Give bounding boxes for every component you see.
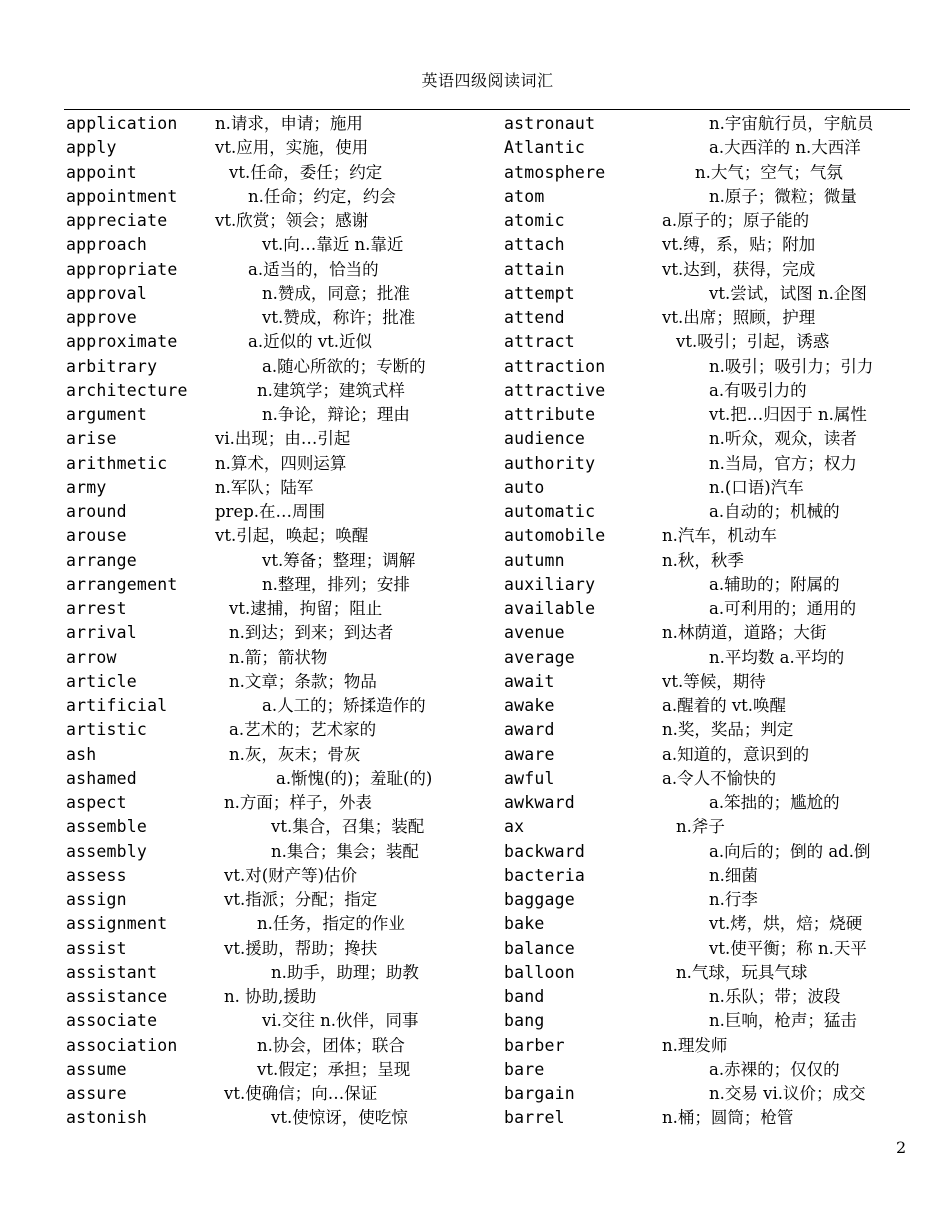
vocab-definition: vt.达到，获得，完成 (662, 259, 816, 279)
vocab-definition: vt.吸引；引起，诱惑 (676, 332, 830, 352)
vocab-word: aspect (66, 793, 127, 812)
vocab-entry (66, 1058, 506, 1082)
vocab-definition: vt.使确信；向…保证 (224, 1084, 378, 1103)
vocab-entry (504, 136, 904, 160)
vocab-entry (504, 161, 904, 185)
vocab-entry (504, 427, 904, 451)
vocab-definition: n. 协助,援助 (224, 987, 317, 1006)
vocab-entry (66, 815, 506, 839)
vocab-entry (504, 282, 904, 306)
vocab-word: baggage (504, 890, 575, 909)
vocab-word: authority (504, 453, 596, 473)
vocab-word: ash (66, 744, 97, 764)
vocab-entry (66, 743, 506, 767)
vocab-definition: a.笨拙的；尴尬的 (709, 793, 840, 812)
vocab-entry (66, 912, 506, 936)
vocab-entry (66, 282, 506, 306)
vocab-word: attraction (504, 356, 606, 376)
vocab-entry (66, 791, 506, 815)
vocab-word: approve (66, 308, 137, 327)
vocab-entry (504, 1058, 904, 1082)
vocab-definition: vt.援助，帮助；搀扶 (224, 938, 378, 958)
vocab-definition: a.赤裸的；仅仅的 (709, 1059, 840, 1079)
vocab-word: auto (504, 477, 545, 497)
vocab-word: bacteria (504, 865, 586, 885)
vocab-word: arise (66, 429, 117, 449)
vocab-entry (66, 646, 506, 670)
vocab-entry (504, 912, 904, 936)
vocab-definition: n.桶；圆筒；枪管 (662, 1108, 794, 1128)
vocab-entry (66, 185, 506, 209)
vocab-entry (504, 718, 904, 742)
vocab-entry (66, 937, 506, 961)
vocab-definition: n.宇宙航行员，宇航员 (709, 114, 874, 133)
vocab-word: attach (504, 235, 565, 255)
vocab-definition: vt.出席；照顾，护理 (662, 308, 816, 327)
vocab-entry (504, 597, 904, 621)
vocab-definition: vt.尝试，试图 n.企图 (709, 283, 867, 303)
vocab-entry (66, 864, 506, 888)
vocab-definition: a.人工的；矫揉造作的 (262, 696, 426, 715)
vocab-definition: a.醒着的 vt.唤醒 (662, 696, 787, 715)
vocab-word: arouse (66, 526, 127, 546)
vocab-definition: n.军队；陆军 (215, 477, 314, 497)
vocab-word: atom (504, 186, 545, 206)
vocab-word: arrest (66, 599, 127, 618)
vocab-entry (66, 840, 506, 864)
vocab-definition: vt.对(财产等)估价 (224, 865, 358, 885)
vocab-word: bake (504, 914, 545, 934)
vocab-entry (66, 306, 506, 330)
vocab-word: band (504, 987, 545, 1006)
vocab-word: ashamed (66, 768, 137, 788)
vocab-entry (504, 258, 904, 282)
vocab-word: awake (504, 696, 555, 715)
vocab-word: avenue (504, 623, 565, 643)
vocab-word: awkward (504, 793, 575, 812)
vocab-word: arrival (66, 623, 137, 643)
vocab-entry (504, 330, 904, 354)
vocab-definition: n.气球，玩具气球 (676, 962, 808, 982)
right-column (504, 112, 904, 1131)
vocab-entry (504, 961, 904, 985)
vocab-word: audience (504, 429, 586, 449)
vocab-definition: n.理发师 (662, 1035, 728, 1055)
vocab-word: arbitrary (66, 356, 158, 376)
vocab-entry (504, 524, 904, 548)
vocab-definition: n.整理，排列；安排 (262, 574, 410, 594)
vocab-definition: vt.缚，系，贴；附加 (662, 235, 816, 255)
page-title: 英语四级阅读词汇 (421, 71, 554, 90)
vocab-entry (504, 767, 904, 791)
vocab-word: approach (66, 235, 148, 255)
vocab-word: assess (66, 865, 127, 885)
vocab-entry (66, 355, 506, 379)
vocab-entry (504, 355, 904, 379)
vocab-entry (504, 937, 904, 961)
vocab-definition: vi.出现；由…引起 (215, 429, 351, 449)
vocab-word: association (66, 1035, 178, 1055)
vocab-word: available (504, 599, 596, 618)
vocab-definition: n.(口语)汽车 (709, 477, 804, 497)
vocab-definition: n.任务，指定的作业 (257, 914, 405, 934)
vocab-word: associate (66, 1011, 158, 1031)
vocab-entry (504, 185, 904, 209)
vocab-definition: vt.赞成，称许；批准 (262, 308, 416, 327)
vocab-entry (504, 743, 904, 767)
vocab-word: assist (66, 938, 127, 958)
left-column (66, 112, 506, 1131)
vocab-entry (504, 670, 904, 694)
vocab-definition: n.行李 (709, 890, 758, 909)
vocab-entry (66, 524, 506, 548)
vocab-entry (504, 573, 904, 597)
vocab-word: assistance (66, 987, 168, 1006)
vocab-word: await (504, 671, 555, 691)
vocab-definition: n.争论，辩论；理由 (262, 405, 410, 424)
vocab-entry (504, 306, 904, 330)
vocab-definition: a.随心所欲的；专断的 (262, 356, 426, 376)
vocab-word: attain (504, 259, 565, 279)
vocab-entry (66, 1106, 506, 1130)
vocab-word: arrange (66, 550, 137, 570)
vocab-definition: vt.引起，唤起；唤醒 (215, 526, 369, 546)
vocab-definition: n.平均数 a.平均的 (709, 647, 845, 667)
vocab-word: artificial (66, 696, 168, 715)
vocab-entry (504, 233, 904, 257)
vocab-entry (66, 670, 506, 694)
vocab-word: atmosphere (504, 162, 606, 182)
vocab-definition: a.原子的；原子能的 (662, 211, 810, 230)
vocab-entry (66, 258, 506, 282)
vocab-definition: prep.在…周围 (215, 502, 326, 521)
vocab-definition: n.任命；约定，约会 (248, 186, 396, 206)
vocab-entry (66, 621, 506, 645)
vocab-definition: a.艺术的；艺术家的 (229, 720, 377, 740)
vocab-word: automatic (504, 502, 596, 521)
vocab-entry (504, 1034, 904, 1058)
vocab-definition: n.协会，团体；联合 (257, 1035, 405, 1055)
vocab-word: aware (504, 744, 555, 764)
vocab-word: arrow (66, 647, 117, 667)
vocab-definition: n.汽车，机动车 (662, 526, 777, 546)
vocab-word: assure (66, 1084, 127, 1103)
vocab-definition: a.有吸引力的 (709, 380, 807, 400)
vocab-definition: vt.任命，委任；约定 (229, 162, 383, 182)
vocab-entry (66, 379, 506, 403)
vocab-word: bare (504, 1059, 545, 1079)
vocab-entry (66, 985, 506, 1009)
vocab-definition: a.大西洋的 n.大西洋 (709, 138, 861, 158)
vocab-definition: a.惭愧(的)；羞耻(的) (276, 768, 433, 788)
vocab-entry (504, 840, 904, 864)
vocab-word: application (66, 114, 178, 133)
vocab-entry (504, 985, 904, 1009)
vocab-definition: a.令人不愉快的 (662, 768, 777, 788)
vocab-entry (66, 1009, 506, 1033)
vocab-entry (66, 233, 506, 257)
vocab-entry (66, 427, 506, 451)
vocab-definition: n.巨响，枪声；猛击 (709, 1011, 857, 1031)
vocab-entry (504, 1106, 904, 1130)
vocab-word: attract (504, 332, 575, 352)
vocab-word: autumn (504, 550, 565, 570)
vocab-definition: vt.使平衡；称 n.天平 (709, 938, 867, 958)
vocab-definition: vt.向…靠近 n.靠近 (262, 235, 404, 255)
vocab-word: assistant (66, 962, 158, 982)
vocab-word: barrel (504, 1108, 565, 1128)
vocab-definition: n.请求，申请；施用 (215, 114, 363, 133)
vocab-entry (504, 112, 904, 136)
vocab-entry (66, 161, 506, 185)
vocab-definition: n.赞成，同意；批准 (262, 283, 410, 303)
vocab-entry (66, 1082, 506, 1106)
vocab-word: arrangement (66, 574, 178, 594)
vocab-definition: n.方面；样子，外表 (224, 793, 372, 812)
vocab-definition: vt.把…归因于 n.属性 (709, 405, 867, 424)
vocab-entry (504, 452, 904, 476)
vocab-definition: a.知道的，意识到的 (662, 744, 810, 764)
vocab-definition: vt.集合，召集；装配 (271, 817, 425, 837)
vocab-word: barber (504, 1035, 565, 1055)
vocab-word: atomic (504, 211, 565, 230)
vocab-word: awful (504, 768, 555, 788)
vocab-word: army (66, 477, 107, 497)
vocab-definition: vt.烤，烘，焙；烧硬 (709, 914, 863, 934)
vocab-word: bargain (504, 1084, 575, 1103)
vocab-entry (504, 694, 904, 718)
vocab-word: award (504, 720, 555, 740)
vocab-definition: n.原子；微粒；微量 (709, 186, 857, 206)
vocab-entry (66, 452, 506, 476)
vocab-definition: n.文章；条款；物品 (229, 671, 377, 691)
vocab-definition: vt.应用，实施，使用 (215, 138, 369, 158)
vocab-definition: vt.逮捕，拘留；阻止 (229, 599, 383, 618)
vocab-word: balance (504, 938, 575, 958)
vocab-word: automobile (504, 526, 606, 546)
vocab-definition: a.近似的 vt.近似 (248, 332, 373, 352)
vocab-entry (504, 791, 904, 815)
vocab-word: artistic (66, 720, 148, 740)
vocab-definition: vi.交往 n.伙伴，同事 (262, 1011, 419, 1031)
vocab-word: ax (504, 817, 525, 837)
vocab-word: appoint (66, 162, 137, 182)
vocab-entry (66, 888, 506, 912)
vocab-entry (66, 1034, 506, 1058)
vocab-entry (66, 597, 506, 621)
vocab-word: balloon (504, 962, 575, 982)
vocab-definition: n.秋，秋季 (662, 550, 744, 570)
vocab-entry (504, 209, 904, 233)
vocab-entry (66, 500, 506, 524)
vocab-word: argument (66, 405, 148, 424)
vocab-word: assembly (66, 841, 148, 861)
vocab-entry (66, 112, 506, 136)
vocab-entry (504, 815, 904, 839)
vocab-definition: vt.假定；承担；呈现 (257, 1059, 411, 1079)
vocab-definition: n.斧子 (676, 817, 725, 837)
vocab-word: attribute (504, 405, 596, 424)
vocab-definition: n.箭；箭状物 (229, 647, 328, 667)
vocab-entry (66, 694, 506, 718)
vocab-word: assign (66, 890, 127, 909)
page-number: 2 (896, 1138, 907, 1157)
vocab-word: assignment (66, 914, 168, 934)
vocab-definition: n.集合；集会；装配 (271, 841, 419, 861)
vocab-word: auxiliary (504, 574, 596, 594)
vocab-word: Atlantic (504, 138, 586, 158)
vocab-word: article (66, 671, 137, 691)
vocab-word: appropriate (66, 259, 178, 279)
vocab-entry (504, 888, 904, 912)
vocab-entry (504, 379, 904, 403)
vocab-word: astronaut (504, 114, 596, 133)
vocab-definition: n.吸引；吸引力；引力 (709, 356, 874, 376)
vocab-entry (66, 136, 506, 160)
vocab-entry (66, 573, 506, 597)
vocab-entry (504, 621, 904, 645)
vocab-definition: n.奖，奖品；判定 (662, 720, 794, 740)
vocab-entry (504, 1082, 904, 1106)
vocab-definition: n.细菌 (709, 865, 758, 885)
vocab-word: attractive (504, 380, 606, 400)
vocab-definition: vt.指派；分配；指定 (224, 890, 378, 909)
vocab-definition: a.向后的；倒的 ad.倒 (709, 841, 871, 861)
vocab-definition: n.大气；空气；气氛 (695, 162, 843, 182)
vocab-definition: vt.筹备；整理；调解 (262, 550, 416, 570)
vocab-entry (66, 476, 506, 500)
vocab-word: assemble (66, 817, 148, 837)
header-rule (64, 109, 910, 110)
vocab-definition: n.算术，四则运算 (215, 453, 347, 473)
vocab-word: approximate (66, 332, 178, 352)
vocab-definition: a.自动的；机械的 (709, 502, 840, 521)
vocab-entry (504, 864, 904, 888)
vocab-entry (66, 549, 506, 573)
vocab-definition: n.助手，助理；助教 (271, 962, 419, 982)
vocab-word: arithmetic (66, 453, 168, 473)
vocab-word: bang (504, 1011, 545, 1031)
vocab-entry (504, 476, 904, 500)
vocab-entry (66, 767, 506, 791)
vocab-entry (504, 403, 904, 427)
vocab-definition: n.灰，灰末；骨灰 (229, 744, 361, 764)
vocab-entry (66, 961, 506, 985)
vocab-definition: a.辅助的；附属的 (709, 574, 840, 594)
vocab-word: average (504, 647, 575, 667)
vocab-entry (66, 403, 506, 427)
vocab-definition: a.适当的，恰当的 (248, 259, 379, 279)
vocab-definition: vt.欣赏；领会；感谢 (215, 211, 369, 230)
vocab-word: appointment (66, 186, 178, 206)
vocab-word: assume (66, 1059, 127, 1079)
vocab-definition: vt.使惊讶，使吃惊 (271, 1108, 408, 1128)
vocab-entry (504, 500, 904, 524)
vocab-definition: a.可利用的；通用的 (709, 599, 857, 618)
vocab-definition: n.建筑学；建筑式样 (257, 380, 405, 400)
vocab-entry (66, 209, 506, 233)
vocab-definition: n.到达；到来；到达者 (229, 623, 394, 643)
vocab-entry (504, 1009, 904, 1033)
vocab-definition: n.当局，官方；权力 (709, 453, 857, 473)
vocab-definition: vt.等候，期待 (662, 671, 766, 691)
vocab-word: astonish (66, 1108, 148, 1128)
vocab-word: attempt (504, 283, 575, 303)
vocab-entry (66, 330, 506, 354)
vocab-word: architecture (66, 380, 188, 400)
vocab-definition: n.交易 vi.议价；成交 (709, 1084, 866, 1103)
vocab-entry (504, 549, 904, 573)
vocab-definition: n.乐队；带；波段 (709, 987, 841, 1006)
vocab-word: apply (66, 138, 117, 158)
vocab-word: approval (66, 283, 148, 303)
vocab-entry (66, 718, 506, 742)
vocab-word: attend (504, 308, 565, 327)
vocab-word: backward (504, 841, 586, 861)
vocab-entry (504, 646, 904, 670)
vocab-definition: n.听众，观众，读者 (709, 429, 857, 449)
vocab-word: around (66, 502, 127, 521)
vocab-definition: n.林荫道，道路；大街 (662, 623, 827, 643)
vocab-word: appreciate (66, 211, 168, 230)
